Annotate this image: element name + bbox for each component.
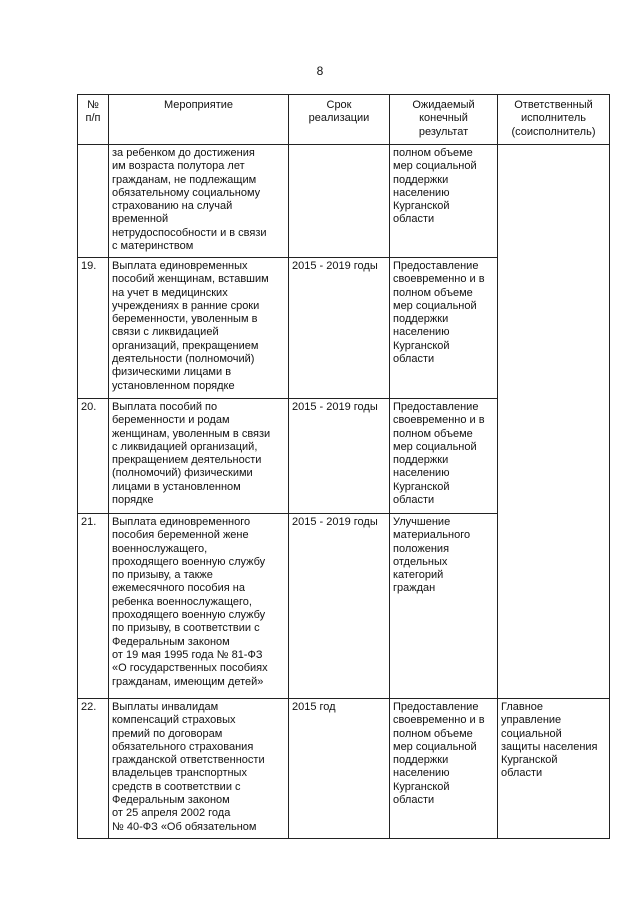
row-executor: Главное управление социальной защиты населения Курганской области <box>498 699 610 839</box>
row-term: 2015 - 2019 годы <box>289 399 390 514</box>
row-term: 2015 - 2019 годы <box>289 514 390 699</box>
row-result: Предоставление своевременно и в полном объеме мер социальной поддержки населению Курганской области <box>390 399 498 514</box>
header-event: Мероприятие <box>109 95 289 145</box>
row-event: за ребенком до достижения им возраста полутора лет гражданам, не подлежащим обязательному социальному страхованию на случай временной нетрудоспособности и в связи с материнством <box>109 145 289 258</box>
header-num: № п/п <box>78 95 109 145</box>
row-result: полном объеме мер социальной поддержки населению Курганской области <box>390 145 498 258</box>
row-event: Выплата пособий по беременности и родам женщинам, уволенным в связи с ликвидацией организаций, прекращением деятельности (полномочий) физическими лицами в установленном порядке <box>109 399 289 514</box>
row-event: Выплаты инвалидам компенсаций страховых премий по договорам обязательного страхования гражданской ответственности владельцев транспортных средств в соответствии с Федеральным законом от 25 апреля 2002 года № 40-ФЗ «Об обязательном <box>109 699 289 839</box>
row-result: Предоставление своевременно и в полном объеме мер социальной поддержки населению Курганской области <box>390 699 498 839</box>
row-event: Выплата единовременного пособия беременной жене военнослужащего, проходящего военную службу по призыву, а также ежемесячного пособия на ребенка военнослужащего, проходящего военную службу по призыву, в соответствии с Федеральным законом от 19 мая 1995 года № 81-ФЗ «О государственных пособиях гражданам, имеющим детей» <box>109 514 289 699</box>
row-num <box>78 145 109 258</box>
row-num: 22. <box>78 699 109 839</box>
page-number: 8 <box>316 64 324 78</box>
row-term: 2015 - 2019 годы <box>289 258 390 399</box>
row-result: Предоставление своевременно и в полном объеме мер социальной поддержки населению Курганской области <box>390 258 498 399</box>
row-term <box>289 145 390 258</box>
measures-table <box>77 94 610 839</box>
header-term: Срок реализации <box>289 95 390 145</box>
table-header-row <box>78 95 610 145</box>
row-num: 19. <box>78 258 109 399</box>
row-num: 20. <box>78 399 109 514</box>
row-term: 2015 год <box>289 699 390 839</box>
row-num: 21. <box>78 514 109 699</box>
row-result: Улучшение материального положения отдельных категорий граждан <box>390 514 498 699</box>
row-event: Выплата единовременных пособий женщинам, вставшим на учет в медицинских учреждениях в ранние сроки беременности, уволенным в связи с ликвидацией организаций, прекращением деятельности (полномочий) физическими лицами в установленном порядке <box>109 258 289 399</box>
row-executor <box>498 145 610 699</box>
header-executor: Ответственный исполнитель (соисполнитель) <box>498 95 610 145</box>
table-row <box>78 145 610 258</box>
table-row <box>78 699 610 839</box>
header-result: Ожидаемый конечный результат <box>390 95 498 145</box>
